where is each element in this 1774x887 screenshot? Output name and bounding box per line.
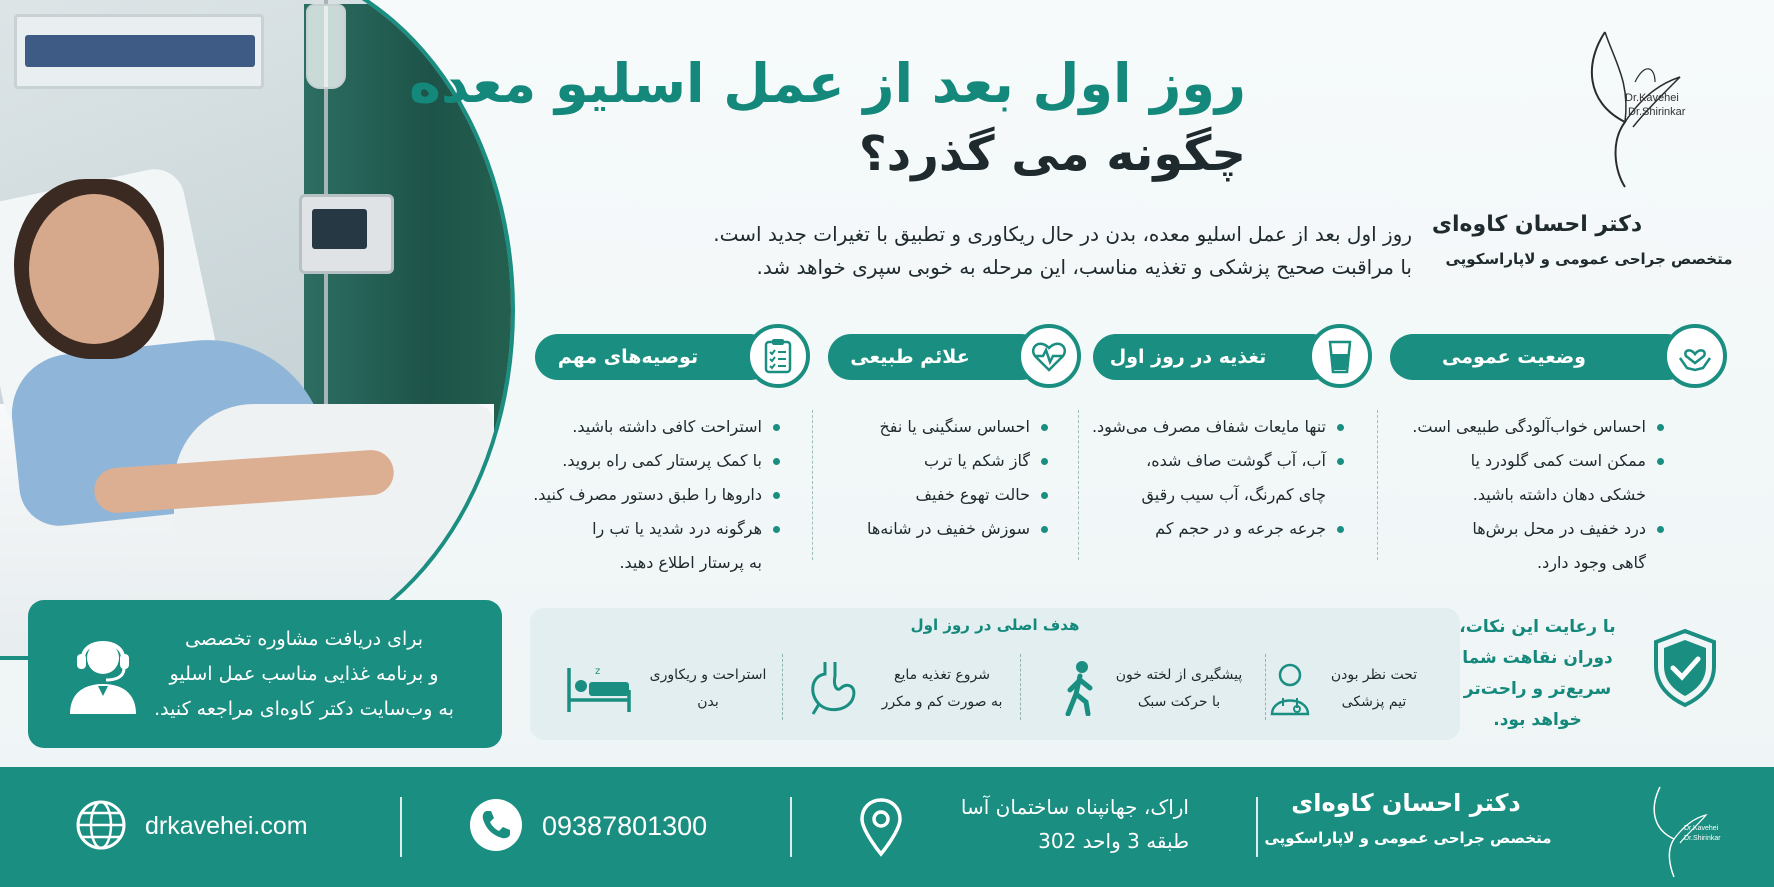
goal-divider (782, 654, 783, 720)
goal-text (643, 662, 773, 716)
goal-line: بدن (697, 694, 719, 710)
goal-line: تحت نظر بودن (1330, 667, 1418, 683)
list-item-continuation: خشکی دهان داشته باشید. (1472, 485, 1646, 504)
phone-icon (468, 797, 524, 857)
list-item: آب، آب گوشت صاف شده، (1068, 444, 1348, 478)
goal-line: به صورت کم و مکرر (881, 694, 1003, 710)
list-item: تنها مایعات شفاف مصرف می‌شود. (1068, 410, 1348, 444)
category-normal-symptoms (828, 326, 1084, 386)
list-item: ممکن است کمی گلودرد یا (1368, 444, 1668, 478)
doctor-specialty: متخصص جراحی عمومی و لاپاراسکوپی (1445, 250, 1733, 268)
footer-logo (1640, 781, 1721, 885)
phone-number[interactable]: 09387801300 (542, 811, 708, 841)
goal-item-clot-prevention (1052, 644, 1257, 728)
goal-text (867, 662, 1017, 716)
consultation-line: به وب‌سایت دکتر کاوه‌ای مراجعه کنید. (154, 698, 454, 720)
category-label: علائم طبیعی (828, 334, 1044, 380)
heartbeat-icon (1017, 324, 1081, 388)
column-divider (1078, 410, 1079, 560)
tip-line: سریع‌تر و راحت‌تر (1463, 679, 1612, 699)
doctor-icon (1268, 660, 1312, 720)
list-item-continuation: به پرستار اطلاع دهید. (619, 553, 762, 572)
location-pin-icon (858, 797, 904, 861)
globe-icon (75, 799, 127, 855)
bed-icon (565, 660, 633, 720)
column-divider (1377, 410, 1378, 560)
logo-text: Dr.Kavehei (1625, 92, 1679, 104)
footer-doctor-name: دکتر احسان کاوه‌ای (1291, 789, 1521, 817)
column-divider (812, 410, 813, 560)
category-recommendations (535, 326, 813, 386)
address-line: طبقه 3 واحد 302 (1038, 829, 1189, 853)
footer-divider (400, 797, 402, 857)
heart-hands-icon (1663, 324, 1727, 388)
tip-line: خواهد بود. (1493, 710, 1582, 730)
website-link[interactable]: drkavehei.com (145, 812, 308, 840)
list-item: داروها را طبق دستور مصرف کنید. (524, 478, 784, 512)
goal-divider (1265, 654, 1266, 720)
list-item: هرگونه درد شدید یا تب را (524, 512, 784, 546)
category-label: توصیه‌های مهم (535, 334, 773, 380)
shield-check-icon (1652, 628, 1718, 712)
goal-line: تیم پزشکی (1341, 694, 1407, 710)
doctor-logo (1555, 22, 1685, 192)
list-general-condition (1368, 410, 1668, 580)
intro-line: با مراقبت صحیح پزشکی و تغذیه مناسب، این مرحله به خوبی سپری خواهد شد. (756, 255, 1412, 279)
walking-person-icon (1062, 660, 1098, 720)
goal-text (1104, 662, 1254, 716)
category-general-condition (1388, 326, 1730, 386)
tip-line: با رعایت این نکات، (1459, 617, 1616, 637)
svg-text:z: z (595, 666, 601, 677)
intro-text (412, 218, 1412, 284)
address-line: اراک، جهانپناه ساختمان آسا (960, 795, 1189, 819)
goal-item-rest (565, 644, 775, 728)
intro-line: روز اول بعد از عمل اسلیو معده، بدن در حال ریکاوری و تطبیق با تغیرات جدید است. (713, 222, 1412, 246)
list-item: جرعه جرعه و در حجم کم (1068, 512, 1348, 546)
list-recommendations (524, 410, 784, 580)
consultation-line: و برنامه غذایی مناسب عمل اسلیو (169, 663, 439, 685)
list-nutrition (1068, 410, 1348, 546)
category-nutrition (1093, 326, 1375, 386)
main-goals-box (530, 608, 1460, 740)
goal-line: با حرکت سبک (1137, 694, 1221, 710)
goal-line: پیشگیری از لخته خون (1115, 667, 1243, 683)
list-item: احساس خواب‌آلودگی طبیعی است. (1368, 410, 1668, 444)
page-title: روز اول بعد از عمل اسلیو معده (409, 52, 1246, 115)
footer-bar (0, 767, 1774, 887)
list-item: استراحت کافی داشته باشید. (524, 410, 784, 444)
stomach-icon (805, 660, 859, 720)
recovery-tip (1445, 612, 1630, 736)
logo-text: Dr.Kavehei (1684, 825, 1719, 832)
logo-text: Dr.Shirinkar (1684, 835, 1721, 842)
consultation-text (134, 622, 474, 727)
consultation-box (28, 600, 502, 748)
list-item-continuation: گاهی وجود دارد. (1537, 553, 1646, 572)
goal-divider (1020, 654, 1021, 720)
tip-line: دوران نقاهت شما (1462, 648, 1613, 668)
footer-divider (790, 797, 792, 857)
iv-bag (306, 4, 346, 89)
list-normal-symptoms (802, 410, 1052, 546)
patient-face (29, 194, 159, 344)
category-label: تغذیه در روز اول (1093, 334, 1335, 380)
wall-panel (14, 14, 264, 89)
goal-item-liquid-nutrition (805, 644, 1017, 728)
page-subtitle: چگونه می گذرد؟ (858, 126, 1246, 182)
consultation-line: برای دریافت مشاوره تخصصی (184, 628, 424, 650)
list-item: حالت تهوع خفیف (802, 478, 1052, 512)
category-label: وضعیت عمومی (1390, 334, 1690, 380)
goals-title: هدف اصلی در روز اول (910, 616, 1080, 634)
list-item: سوزش خفیف در شانه‌ها (802, 512, 1052, 546)
list-item: با کمک پرستار کمی راه بروید. (524, 444, 784, 478)
list-item: درد خفیف در محل برش‌ها (1368, 512, 1668, 546)
water-glass-icon (1308, 324, 1372, 388)
goal-line: استراحت و ریکاوری (649, 667, 767, 683)
doctor-name: دکتر احسان کاوه‌ای (1431, 212, 1643, 237)
goal-text (1314, 662, 1434, 716)
logo-text: Dr.Shirinkar (1628, 106, 1686, 118)
list-item: احساس سنگینی یا نفخ (802, 410, 1052, 444)
list-item-continuation: چای کم‌رنگ، آب سیب رقیق (1141, 485, 1326, 504)
goal-item-medical-supervision (1260, 644, 1450, 728)
clipboard-checklist-icon (746, 324, 810, 388)
support-agent-icon (66, 630, 140, 718)
patient-monitor (299, 194, 394, 274)
list-item: گاز شکم یا ترب (802, 444, 1052, 478)
goal-line: شروع تغذیه مایع (894, 667, 990, 683)
footer-doctor-specialty: متخصص جراحی عمومی و لاپاراسکوپی (1264, 829, 1552, 847)
